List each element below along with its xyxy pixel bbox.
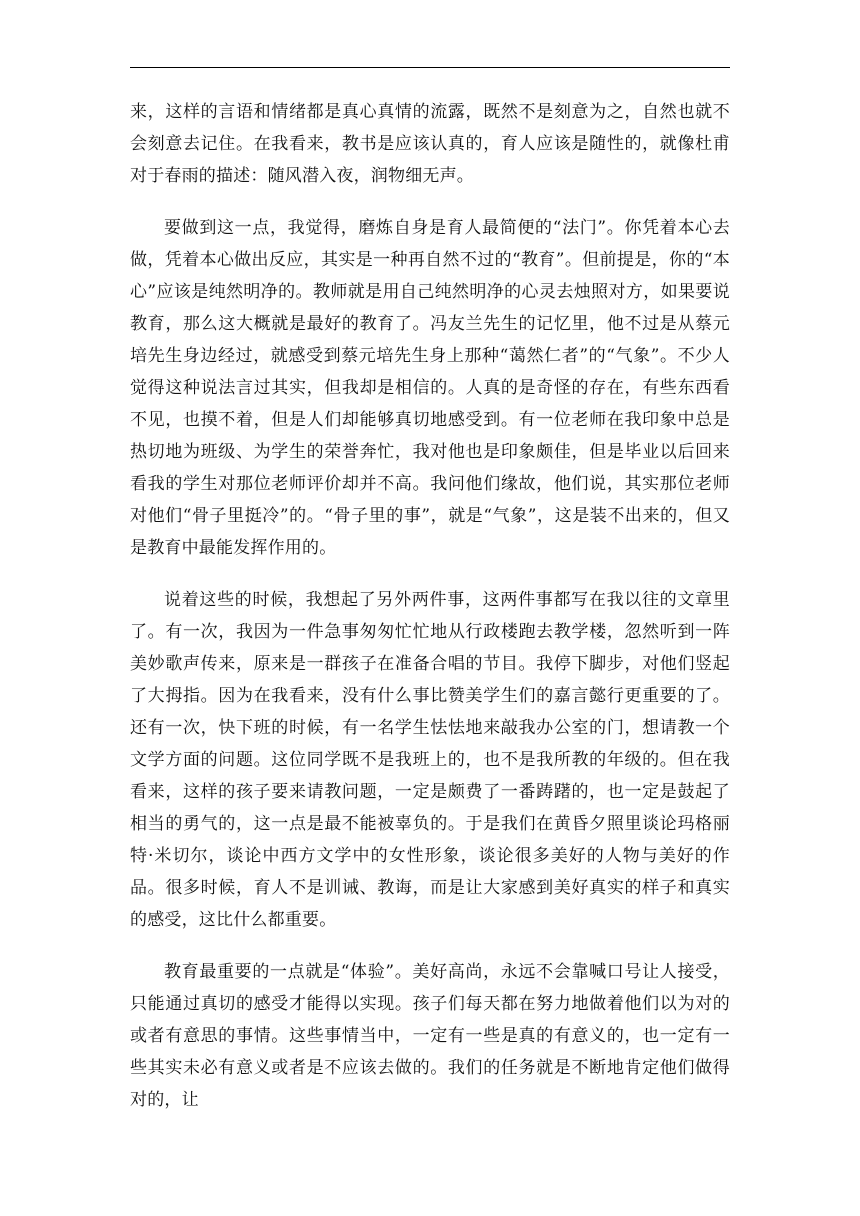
paragraph-1: 来，这样的言语和情绪都是真心真情的流露，既然不是刻意为之，自然也就不会刻意去记住。在我看来，教书是应该认真的，育人应该是随性的，就像杜甫对于春雨的描述：随风潜入夜，润物细无声。 <box>130 102 730 186</box>
paragraph-4: 教育最重要的一点就是“体验”。美好高尚，永远不会靠喊口号让人接受，只能通过真切的感受才能得以实现。孩子们每天都在努力地做着他们以为对的或者有意思的事情。这些事情当中，一定有一些是真的有意义的，也一定有一些其实未必有意义或者是不应该去做的。我们的任务就是不断地肯定他们做得对的，让 <box>130 962 730 1110</box>
paragraph-3: 说着这些的时候，我想起了另外两件事，这两件事都写在我以往的文章里了。有一次，我因为一件急事匆匆忙忙地从行政楼跑去教学楼，忽然听到一阵美妙歌声传来，原来是一群孩子在准备合唱的节目。我停下脚步，对他们竖起了大拇指。因为在我看来，没有什么事比赞美学生们的嘉言懿行更重要的了。还有一次，快下班的时候，有一名学生怯怯地来敲我办公室的门，想请教一个文学方面的问题。这位同学既不是我班上的，也不是我所教的年级的。但在我看来，这样的孩子要来请教问题，一定是颇费了一番踌躇的，也一定是鼓起了相当的勇气的，这一点是最不能被辜负的。于是我们在黄昏夕照里谈论玛格丽特·米切尔，谈论中西方文学中的女性形象，谈论很多美好的人物与美好的作品。很多时候，育人不是训诫、教诲，而是让大家感到美好真实的样子和真实的感受，这比什么都重要。 <box>130 590 730 930</box>
header-rule <box>130 67 730 68</box>
paragraph-2: 要做到这一点，我觉得，磨炼自身是育人最简便的“法门”。你凭着本心去做，凭着本心做出反应，其实是一种再自然不过的“教育”。但前提是，你的“本心”应该是纯然明净的。教师就是用自己纯然明净的心灵去烛照对方，如果要说教育，那么这大概就是最好的教育了。冯友兰先生的记忆里，他不过是从蔡元培先生身边经过，就感受到蔡元培先生身上那种“蔼然仁者”的“气象”。不少人觉得这种说法言过其实，但我却是相信的。人真的是奇怪的存在，有些东西看不见，也摸不着，但是人们却能够真切地感受到。有一位老师在我印象中总是热切地为班级、为学生的荣誉奔忙，我对他也是印象颇佳，但是毕业以后回来看我的学生对那位老师评价却并不高。我问他们缘故，他们说，其实那位老师对他们“骨子里挺冷”的。“骨子里的事”，就是“气象”，这是装不出来的，但又是教育中最能发挥作用的。 <box>130 218 730 558</box>
document-body <box>130 96 730 1136</box>
